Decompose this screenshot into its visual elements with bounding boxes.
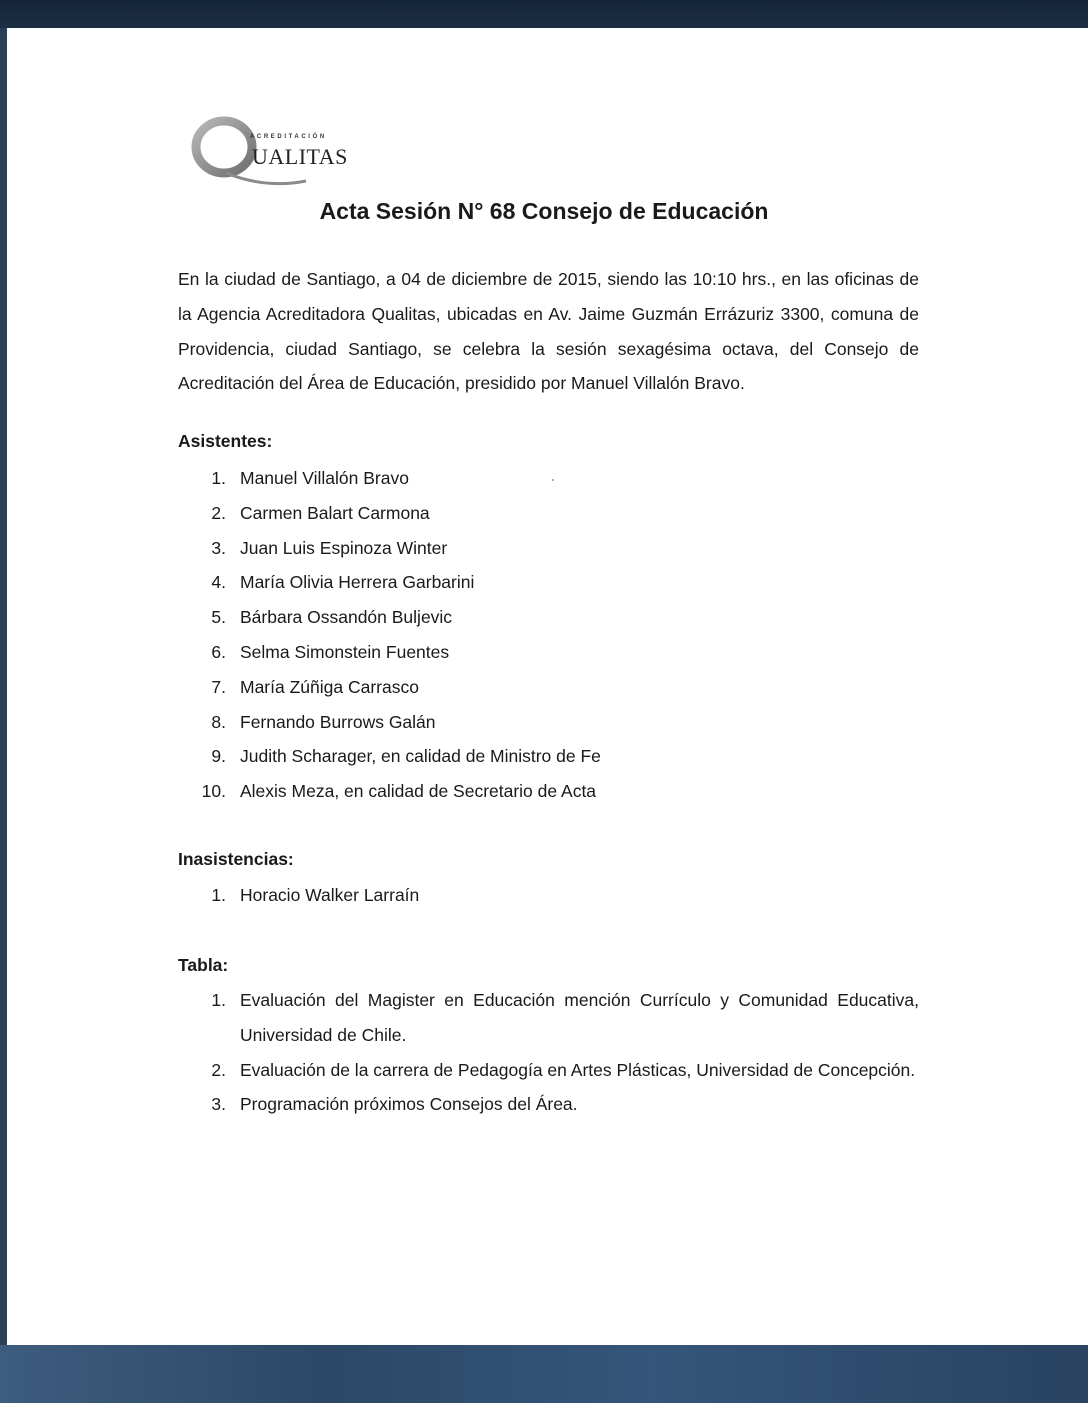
list-number: 2.	[211, 1059, 226, 1080]
list-text: Programación próximos Consejos del Área.	[240, 1094, 578, 1115]
list-text: María Olivia Herrera Garbarini	[240, 572, 475, 593]
scan-top-border	[0, 0, 1088, 28]
list-number: 1.	[211, 990, 226, 1010]
inasistencias-list	[178, 878, 919, 913]
list-text: Manuel Villalón Bravo	[240, 468, 409, 488]
list-item	[178, 1053, 919, 1088]
list-number: 1.	[211, 468, 226, 488]
list-text: Evaluación del Magister en Educación mención Currículo y Comunidad Educativa, Universidad de Chile.	[240, 990, 919, 1045]
list-text: María Zúñiga Carrasco	[240, 676, 419, 697]
list-text: Fernando Burrows Galán	[240, 711, 436, 732]
list-text: Judith Scharager, en calidad de Ministro de Fe	[240, 746, 601, 767]
list-item	[178, 600, 919, 635]
list-text: Bárbara Ossandón Buljevic	[240, 607, 453, 628]
list-item	[178, 774, 919, 809]
scan-bottom-border	[0, 1345, 1088, 1403]
list-number: 1.	[211, 885, 226, 905]
list-text: Selma Simonstein Fuentes	[240, 641, 450, 662]
inasistencias-heading: Inasistencias:	[178, 849, 294, 869]
list-text: Alexis Meza, en calidad de Secretario de Acta	[240, 781, 597, 802]
asistentes-list	[178, 461, 919, 809]
list-item	[178, 983, 919, 1053]
asistentes-heading: Asistentes:	[178, 431, 273, 451]
list-text: Evaluación de la carrera de Pedagogía en Artes Plásticas, Universidad de Concepción.	[240, 1059, 916, 1080]
list-item	[178, 739, 919, 774]
list-number: 3.	[211, 1094, 226, 1115]
list-number: 7.	[211, 676, 226, 697]
logo-ualitas-text: UALITAS	[252, 144, 348, 169]
tabla-list	[178, 983, 919, 1122]
list-text: Carmen Balart Carmona	[240, 502, 430, 523]
list-number: 3.	[211, 537, 226, 558]
list-number: 9.	[211, 746, 226, 767]
list-text: Horacio Walker Larraín	[240, 885, 420, 905]
list-number: 6.	[211, 641, 226, 662]
list-number: 10.	[201, 781, 226, 802]
list-number: 4.	[211, 572, 226, 593]
list-item	[178, 1087, 919, 1122]
list-number: 5.	[211, 607, 226, 628]
list-item	[178, 878, 919, 913]
list-number: 8.	[211, 711, 226, 732]
qualitas-q-mark-icon	[186, 93, 366, 193]
list-item	[178, 565, 919, 600]
document-title: Acta Sesión N° 68 Consejo de Educación	[319, 198, 769, 224]
list-number: 2.	[211, 502, 226, 523]
intro-paragraph: En la ciudad de Santiago, a 04 de diciembre de 2015, siendo las 10:10 hrs., en las oficinas de la Agencia Acreditadora Qualitas, ubicadas en Av. Jaime Guzmán Errázuriz 3300, comuna de Providencia, ciudad Santiago, se celebra la sesión sexagésima octava, del Consejo de Acreditación del Área de Educación, presidido por Manuel Villalón Bravo.	[178, 269, 919, 394]
list-item	[178, 705, 919, 740]
list-item	[178, 531, 919, 566]
list-item	[178, 461, 919, 496]
list-text: Juan Luis Espinoza Winter	[240, 537, 448, 558]
list-item	[178, 496, 919, 531]
scan-speck	[552, 479, 554, 481]
qualitas-logo	[186, 93, 366, 193]
logo-acreditacion-text: ACREDITACIÓN	[250, 134, 327, 140]
list-item	[178, 670, 919, 705]
tabla-heading: Tabla:	[178, 955, 229, 975]
list-item	[178, 635, 919, 670]
